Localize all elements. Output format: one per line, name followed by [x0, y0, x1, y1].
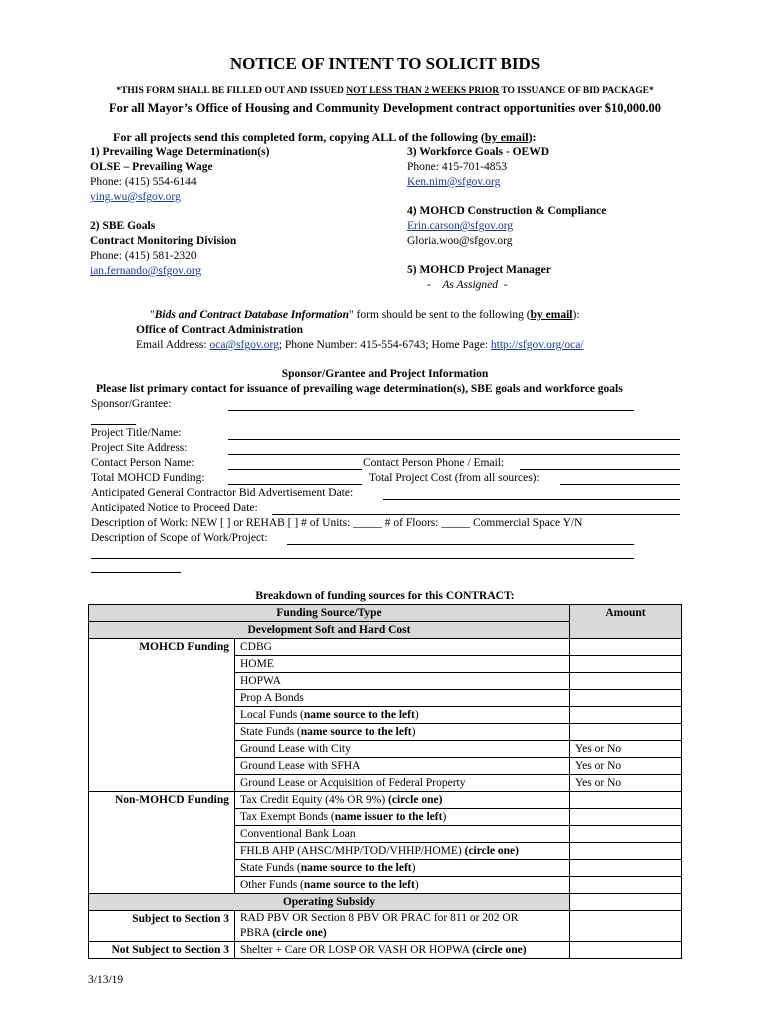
contact2-org: Contract Monitoring Division	[90, 235, 237, 247]
amount-cell[interactable]	[570, 843, 682, 860]
contact2-phone: Phone: (415) 581-2320	[90, 250, 197, 262]
description-work: Description of Work: NEW [ ] or REHAB [ ] # of Units: _____ # of Floors: _____ Commercial Space Y/N	[91, 517, 583, 529]
amount-cell[interactable]	[570, 809, 682, 826]
contact4-email2: Gloria.woo@sfgov.org	[407, 235, 513, 247]
sponsor-heading: Sponsor/Grantee and Project Information	[281, 368, 489, 380]
contact-name-label: Contact Person Name:	[91, 457, 195, 469]
amount-cell[interactable]	[570, 894, 682, 911]
site-address-label: Project Site Address:	[91, 442, 188, 454]
gc-bid-date-field[interactable]	[383, 499, 680, 500]
non-mohcd-funding-label: Non-MOHCD Funding	[89, 792, 235, 809]
amount-cell[interactable]	[570, 707, 682, 724]
amount-cell[interactable]	[570, 860, 682, 877]
amount-cell[interactable]	[570, 724, 682, 741]
amount-cell[interactable]	[570, 792, 682, 809]
section3-label: Subject to Section 3	[89, 911, 235, 942]
row-local-funds: Local Funds (name source to the left)	[235, 707, 570, 724]
scope-field-2[interactable]	[91, 558, 634, 559]
send-instruction: For all projects send this completed form, copying ALL of the following (by email):	[113, 130, 537, 144]
scope-field[interactable]	[287, 544, 634, 545]
funding-table	[88, 604, 682, 959]
subtitle: For all Mayor’s Office of Housing and Community Development contract opportunities over $10,000.00	[108, 101, 662, 115]
project-title-field[interactable]	[228, 439, 680, 440]
row-cdbg: CDBG	[235, 639, 570, 656]
row-hopwa: HOPWA	[235, 673, 570, 690]
sponsor-label: Sponsor/Grantee:	[91, 398, 172, 410]
row-tax-credit: Tax Credit Equity (4% OR 9%) (circle one)	[235, 792, 570, 809]
mohcd-funding-field[interactable]	[228, 484, 362, 485]
sponsor-instruction: Please list primary contact for issuance of prevailing wage determination(s), SBE goals and workforce goals	[96, 383, 623, 395]
sponsor-field-cont[interactable]	[91, 424, 136, 425]
row-section3: RAD PBV OR Section 8 PBV OR PRAC for 811 or 202 OR PBRA (circle one)	[235, 911, 570, 942]
total-cost-label: Total Project Cost (from all sources):	[369, 472, 540, 484]
table-row	[89, 690, 682, 707]
contact3-heading: 3) Workforce Goals - OEWD	[407, 146, 550, 158]
ntp-date-field[interactable]	[272, 514, 680, 515]
funding-caption: Breakdown of funding sources for this CONTRACT:	[255, 590, 515, 602]
row-fhlb: FHLB AHP (AHSC/MHP/TOD/VHHP/HOME) (circle one)	[235, 843, 570, 860]
page-title: NOTICE OF INTENT TO SOLICIT BIDS	[229, 54, 541, 73]
row-prop-a: Prop A Bonds	[235, 690, 570, 707]
table-row	[89, 639, 682, 656]
contact-phone-field[interactable]	[520, 469, 680, 470]
contact-phone-label: Contact Person Phone / Email:	[363, 457, 505, 469]
total-cost-field[interactable]	[560, 484, 680, 485]
yes-no-cell[interactable]: Yes or No	[570, 758, 682, 775]
footer-date: 3/13/19	[88, 974, 124, 986]
contact1-phone: Phone: (415) 554-6144	[90, 176, 197, 188]
section-operating-subsidy: Operating Subsidy	[89, 894, 570, 911]
ntp-date-label: Anticipated Notice to Proceed Date:	[91, 502, 258, 514]
mohcd-funding-label: MOHCD Funding	[89, 639, 235, 656]
table-row	[89, 724, 682, 741]
amount-cell[interactable]	[570, 911, 682, 942]
contact4-email1[interactable]: Erin.carson@sfgov.org	[407, 220, 514, 232]
table-row	[89, 673, 682, 690]
project-title-label: Project Title/Name:	[91, 427, 182, 439]
contact1-org: OLSE – Prevailing Wage	[90, 161, 213, 173]
table-row	[89, 843, 682, 860]
oca-office: Office of Contract Administration	[136, 324, 304, 336]
not-section3-label: Not Subject to Section 3	[89, 942, 235, 959]
mohcd-funding-label: Total MOHCD Funding:	[91, 472, 205, 484]
col-amount-header: Amount	[570, 605, 682, 639]
contact2-heading: 2) SBE Goals	[90, 220, 156, 232]
table-row	[89, 758, 682, 775]
col-source-header: Funding Source/Type	[89, 605, 570, 622]
table-row	[89, 877, 682, 894]
gc-bid-date-label: Anticipated General Contractor Bid Advertisement Date:	[91, 487, 354, 499]
row-state-funds: State Funds (name source to the left)	[235, 724, 570, 741]
table-row	[89, 911, 682, 942]
notice-line: *THIS FORM SHALL BE FILLED OUT AND ISSUED NOT LESS THAN 2 WEEKS PRIOR TO ISSUANCE OF BID PACKAGE*	[116, 86, 654, 96]
scope-field-3[interactable]	[91, 572, 181, 573]
table-row	[89, 809, 682, 826]
amount-cell[interactable]	[570, 826, 682, 843]
contact2-email[interactable]: ian.fernando@sfgov.org	[90, 265, 202, 277]
site-address-field[interactable]	[228, 454, 680, 455]
table-row	[89, 775, 682, 792]
amount-cell[interactable]	[570, 673, 682, 690]
row-home: HOME	[235, 656, 570, 673]
section-dev-cost: Development Soft and Hard Cost	[89, 622, 570, 639]
yes-no-cell[interactable]: Yes or No	[570, 775, 682, 792]
yes-no-cell[interactable]: Yes or No	[570, 741, 682, 758]
table-header-row	[89, 605, 682, 622]
sponsor-field[interactable]	[228, 410, 634, 411]
row-not-section3: Shelter + Care OR LOSP OR VASH OR HOPWA (circle one)	[235, 942, 570, 959]
contact3-phone: Phone: 415-701-4853	[407, 161, 507, 173]
amount-cell[interactable]	[570, 639, 682, 656]
table-row	[89, 741, 682, 758]
database-instruction: "Bids and Contract Database Information" form should be sent to the following (by email):	[150, 309, 580, 321]
oca-contact-line: Email Address: oca@sfgov.org; Phone Number: 415-554-6743; Home Page: http://sfgov.org/oca/	[136, 339, 584, 351]
table-row	[89, 792, 682, 809]
table-row	[89, 707, 682, 724]
table-row	[89, 860, 682, 877]
table-row	[89, 942, 682, 959]
row-ground-lease-sfha: Ground Lease with SFHA	[235, 758, 570, 775]
scope-label: Description of Scope of Work/Project:	[91, 532, 268, 544]
row-tax-exempt: Tax Exempt Bonds (name issuer to the left)	[235, 809, 570, 826]
contact3-email[interactable]: Ken.nim@sfgov.org	[407, 176, 501, 188]
contact1-heading: 1) Prevailing Wage Determination(s)	[90, 146, 270, 158]
contact1-email[interactable]: ying.wu@sfgov.org	[90, 191, 181, 203]
row-ground-lease-fed: Ground Lease or Acquisition of Federal Property	[235, 775, 570, 792]
row-other-funds: Other Funds (name source to the left)	[235, 877, 570, 894]
contact5-assigned: - As Assigned -	[427, 279, 508, 291]
contact-name-field[interactable]	[228, 469, 362, 470]
row-bank-loan: Conventional Bank Loan	[235, 826, 570, 843]
amount-cell[interactable]	[570, 942, 682, 959]
row-state-funds-2: State Funds (name source to the left)	[235, 860, 570, 877]
amount-cell[interactable]	[570, 877, 682, 894]
oca-email[interactable]: oca@sfgov.org	[209, 339, 279, 351]
amount-cell[interactable]	[570, 690, 682, 707]
amount-cell[interactable]	[570, 656, 682, 673]
table-row	[89, 826, 682, 843]
contact5-heading: 5) MOHCD Project Manager	[407, 264, 551, 276]
oca-homepage[interactable]: http://sfgov.org/oca/	[490, 339, 584, 351]
row-ground-lease-city: Ground Lease with City	[235, 741, 570, 758]
contact4-heading: 4) MOHCD Construction & Compliance	[407, 205, 607, 217]
table-row	[89, 656, 682, 673]
